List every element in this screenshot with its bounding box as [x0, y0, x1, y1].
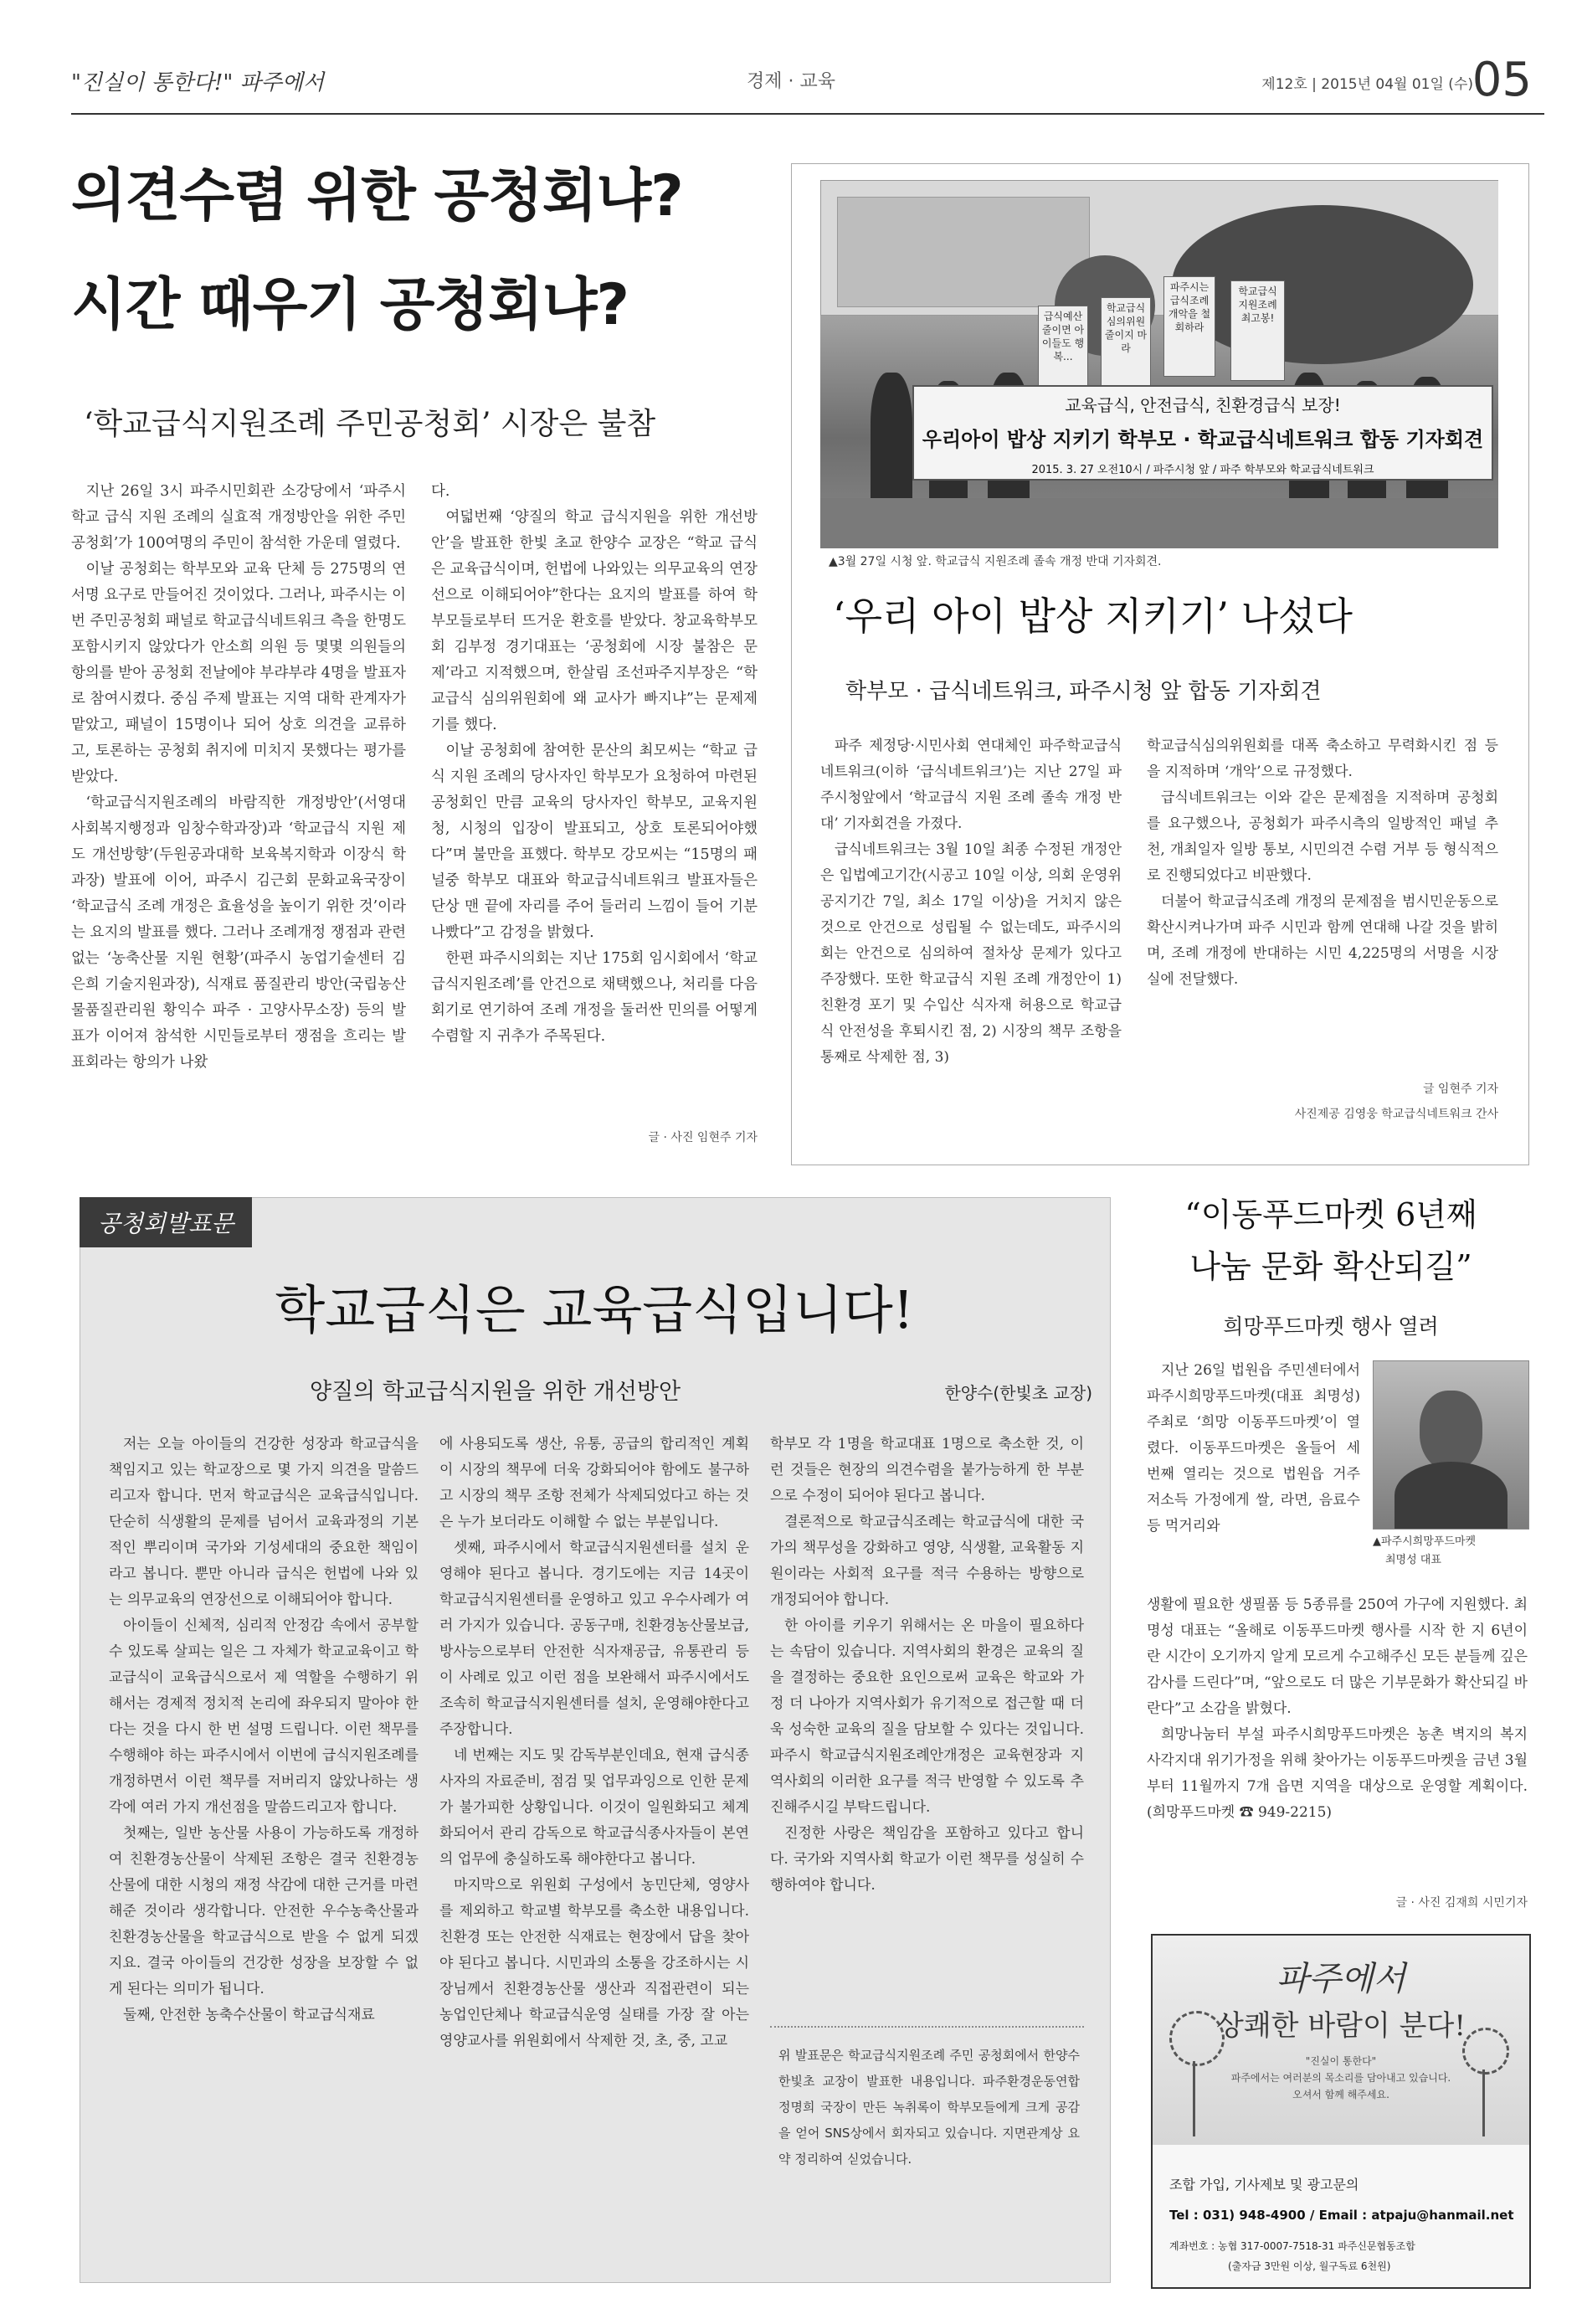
banner-main-text: 우리아이 밥상 지키기 학부모 · 학교급식네트워크 합동 기자회견: [922, 428, 1484, 451]
protest-sign: 학교급식 심의위원 줄이지 마라: [1101, 297, 1151, 389]
speech-tag: 공청회발표문: [80, 1197, 252, 1247]
ad-account-note: (출자금 3만원 이상, 월구독료 6천원): [1228, 2260, 1391, 2272]
paragraph: ‘학교급식지원조례의 바람직한 개정방안’(서영대 사회복지행정과 임창수학과장)과 ‘학교급식 지원 제도 개선방향’(두원공과대학 보육복지학과 이장식 학과장) 발표에 이어, 파주시 김근회 문화교육국장이 ‘학교급식 조례 개정은 효율성을 높이기 위한 것’이라는 요지의 발표를 했다. 그러나 조례개정 쟁점과 관련없는 ‘농축산물 지원 현황’(파주시 농업기술센터 김은희 기술지원과장), 식재료 품질관리 방안(국립농산물품질관리원 황익수 파주 · 고양사무소장) 등의 발표가 이어져 참석한 시민들로부터 쟁점을 흐리는 발표회라는 항의가 나왔: [71, 794, 406, 1071]
article1-credit: 글 · 사진 임현주 기자: [648, 1131, 758, 1144]
paragraph: 결론적으로 학교급식조례는 학교급식에 대한 국가의 책무성을 강화하고 영양, 식생활, 교육활동 지원이라는 사회적 요구를 적극 수용하는 방향으로 개정되어야 합니다.: [770, 1514, 1084, 1608]
article2-headline: ‘우리 아이 밥상 지키기’ 나섰다: [833, 594, 1353, 639]
ad-logo: 파주에서: [1276, 1960, 1406, 1998]
paragraph: 네 번째는 지도 및 감독부분인데요, 현재 급식종사자의 자료준비, 점검 및 업무과잉으로 인한 문제가 불가피한 상황입니다. 이것이 일원화되고 체계화되어서 관리 감독으로 학교급식종사자들이 본연의 업무에 충실하도록 해야한다고 봅니다.: [439, 1747, 749, 1868]
paragraph: 저는 오늘 아이들의 건강한 성장과 학교급식을 책임지고 있는 학교장으로 몇 가지 의견을 말씀드리고자 합니다. 먼저 학교급식은 교육급식입니다. 단순히 식생활의 문제를 넘어서 교육과정의 기본적인 뿌리이며 국가와 기성세대의 중요한 책임이라고 봅니다. 뿐만 아니라 급식은 헌법에 나와 있는 의무교육의 연장선으로 이해되어야 합니다.: [109, 1436, 419, 1608]
article4-headline-2: 나눔 문화 확산되길”: [1189, 1248, 1472, 1285]
press-conference-photo: [820, 180, 1498, 548]
portrait-photo: [1373, 1360, 1529, 1530]
masthead: "진실이 통한다!" 파주에서: [71, 70, 325, 95]
paragraph: 급식네트워크는 3월 10일 최종 수정된 개정안은 입법예고기간(시공고 10일 이상, 의회 운영위 공지기간 7일, 최소 17일 이상)을 거치지 않은 것으로 안건으로 성립될 수 없는데도, 파주시의회는 안건으로 심의하여 절차상 문제가 있다고 주장했다. 또한 학교급식 지원 조례 개정안이 1) 친환경 포기 및 수입산 식자재 허용으로 학교급식 안전성을 후퇴시킨 점, 2) 시장의 책무 조항을 통째로 삭제한 점, 3): [820, 841, 1122, 1066]
page-number: 05: [1472, 53, 1532, 107]
paragraph: 학교급식심의위원회를 대폭 축소하고 무력화시킨 점 등을 지적하며 ‘개악’으로 규정했다.: [1147, 738, 1498, 780]
article2-col1: [820, 733, 1122, 1071]
paragraph: 한편 파주시의회는 지난 175회 임시회에서 ‘학교급식지원조례’를 안건으로 채택했으나, 처리를 다음 회기로 연기하여 조례 개정을 둘러싼 민의를 어떻게 수렴할 지 귀추가 주목된다.: [431, 950, 758, 1045]
paragraph: 희망나눔터 부설 파주시희망푸드마켓은 농촌 벽지의 복지 사각지대 위기가정을 위해 찾아가는 이동푸드마켓을 금년 3월부터 11월까지 7개 읍면 지역을 대상으로 운영할 계획이다.(희망푸드마켓 ☎ 949-2215): [1147, 1726, 1528, 1821]
protest-sign: 파주시는 급식조례 개악을 철회하라: [1163, 276, 1215, 377]
article2-credit-writer: 글 임현주 기자: [1422, 1082, 1498, 1096]
ad-small-text: [1228, 2053, 1454, 2103]
paragraph: 지난 26일 법원읍 주민센터에서 파주시희망푸드마켓(대표 최명성) 주최로 ‘희망 이동푸드마켓’이 열렸다. 이동푸드마켓은 올들어 세 번째 열리는 것으로 법원읍 거주 저소득 가정에게 쌀, 라면, 음료수 등 먹거리와: [1147, 1362, 1360, 1535]
article4-body: [1147, 1592, 1528, 1826]
speech-note: 위 발표문은 학교급식지원조례 주민 공청회에서 한양수 한빛초 교장이 발표한 내용입니다. 파주환경운동연합 정명희 국장이 만든 녹취록이 학부모들에게 크게 공감을 얻어 SNS상에서 회자되고 있습니다. 지면관계상 요약 정리하여 싣었습니다.: [778, 2048, 1080, 2167]
article2-credit-photo: 사진제공 김영웅 학교급식네트워크 간사: [1294, 1108, 1498, 1121]
speech-col1: [109, 1432, 419, 2028]
article1-headline-2: 시간 때우기 공청회냐?: [71, 272, 629, 338]
issue-info: 제12호 | 2015년 04월 01일 (수): [1261, 76, 1473, 93]
paragraph: 진정한 사랑은 책임감을 포함하고 있다고 합니다. 국가와 지역사회 학교가 이런 책무를 성실히 수행하여야 합니다.: [770, 1825, 1084, 1894]
article4-subhead: 희망푸드마켓 행사 열려: [1223, 1314, 1439, 1339]
article4-body-top: [1147, 1358, 1360, 1540]
paragraph: 이날 공청회에 참여한 문산의 최모씨는 “학교 급식 지원 조례의 당사자인 학부모가 요청하여 마련된 공청회인 만큼 교육의 당사자인 학부모, 교육지원청, 시청의 입장이 발표되고, 상호 토론되어야했다”며 불만을 표했다. 학부모 강모씨는 “15명의 패널중 학부모 대표와 학교급식네트워크 발표자들은 단상 맨 끝에 자리를 주어 들러리 느낌이 들어 기분 나빴다”고 감정을 밝혔다.: [431, 743, 758, 941]
paragraph: 다.: [431, 483, 450, 500]
protest-sign: 급식예산 줄이면 아이들도 행복...: [1038, 306, 1088, 389]
photo-caption: ▲3월 27일 시청 앞. 학교급식 지원조례 졸속 개정 반대 기자회견.: [829, 555, 1162, 568]
speech-col2: [439, 1432, 749, 2054]
speech-author: 한양수(한빛초 교장): [944, 1383, 1092, 1403]
paragraph: 에 사용되도록 생산, 유통, 공급의 합리적인 계획이 시장의 책무에 더욱 강화되어야 함에도 불구하고 시장의 책무 조항 전체가 삭제되었다고 하는 것은 누가 보더라도 이해할 수 없는 부분입니다.: [439, 1436, 749, 1530]
speech-col3: [770, 1432, 1084, 1899]
article1-col2: [431, 479, 758, 1050]
article1-subhead: ‘학교급식지원조례 주민공청회’ 시장은 불참: [84, 407, 656, 441]
protest-banner: [912, 385, 1493, 481]
banner-date-text: 2015. 3. 27 오전10시 / 파주시청 앞 / 파주 학부모와 학교급식네트워크: [1031, 464, 1374, 476]
protest-sign: 학교급식 지원조례 최고봉!: [1230, 280, 1285, 381]
ad-small-3: 오셔서 함께 해주세요.: [1292, 2089, 1389, 2100]
paragraph: 둘째, 안전한 농축수산물이 학교급식재료: [123, 2007, 375, 2023]
paragraph: 여덟번째 ‘양질의 학교 급식지원을 위한 개선방안’을 발표한 한빛 초교 한양수 교장은 “학교 급식은 교육급식이며, 헌법에 나와있는 의무교육의 연장선으로 이해되어야”한다는 요지의 발표를 하여 학부모들로부터 뜨거운 환호를 받았다. 창교육학부모회 김부정 경기대표는 ‘공청회에 시장 불참은 문제’라고 지적했으며, 한살림 조선파주지부장은 “학교급식 심의위원회에 왜 교사가 빠지냐”는 문제제기를 했다.: [431, 509, 758, 733]
article2-col2: [1147, 733, 1498, 993]
ad-contact-title: 조합 가입, 기사제보 및 광고문의: [1169, 2177, 1359, 2193]
ad-account: 계좌번호 : 농협 317-0007-7518-31 파주신문협동조합: [1169, 2240, 1415, 2252]
paragraph: 한 아이를 키우기 위해서는 온 마을이 필요하다는 속담이 있습니다. 지역사회의 환경은 교육의 질을 결정하는 중요한 요인으로써 교육은 학교와 가정 더 나아가 지역사회가 유기적으로 접근할 때 더욱 성숙한 교육의 질을 담보할 수 있다는 것입니다. 파주시 학교급식지원조례안개정은 교육현장과 지역사회의 이러한 요구를 적극 반영할 수 있도록 추진해주시길 부탁드립니다.: [770, 1617, 1084, 1816]
ad-slogan: 상쾌한 바람이 분다!: [1215, 2009, 1466, 2043]
paragraph: 급식네트워크는 이와 같은 문제점을 지적하며 공청회를 요구했으나, 공청회가 파주시측의 일방적인 패널 추천, 개최일자 일방 통보, 시민의견 수렴 거부 등 형식적으로 진행되었다고 비판했다.: [1147, 789, 1498, 884]
section-label: 경제 · 교육: [747, 71, 835, 92]
paragraph: 첫째는, 일반 농산물 사용이 가능하도록 개정하여 친환경농산물이 삭제된 조항은 결국 친환경농산물에 대한 시청의 재정 삭감에 대한 근거를 마련해준 것이라 생각합니다. 안전한 우수농축산물과 친환경농산물을 학교급식으로 받을 수 없게 되겠지요. 결국 아이들의 건강한 성장을 보장할 수 없게 된다는 의미가 됩니다.: [109, 1825, 419, 1998]
header-rule: [71, 113, 1544, 115]
ad-small-2: 파주에서는 여러분의 목소리를 담아내고 있습니다.: [1230, 2072, 1451, 2084]
speech-headline: 학교급식은 교육급식입니다!: [275, 1279, 914, 1340]
paragraph: 학부모 각 1명을 학교대표 1명으로 축소한 것, 이런 것들은 현장의 의견수렴을 붙가능하게 한 부분으로 수정이 되어야 된다고 봅니다.: [770, 1436, 1084, 1504]
article1-col1: [71, 479, 406, 1076]
ad-contact: Tel : 031) 948-4900 / Email : atpaju@hanmail.net: [1169, 2208, 1514, 2223]
paragraph: 생활에 필요한 생필품 등 5종류를 250여 가구에 지원했다. 최명성 대표는 “올해로 이동푸드마켓 행사를 시작 한 지 6년이란 시간이 오기까지 알게 모르게 수고해주신 모든 분들께 깊은 감사를 드린다”며, “앞으로도 더 많은 기부문화가 확산되길 바란다”고 소감을 밝혔다.: [1147, 1596, 1528, 1717]
speech-subhead: 양질의 학교급식지원을 위한 개선방안: [310, 1379, 681, 1405]
paragraph: 이날 공청회는 학부모와 교육 단체 등 275명의 연서명 요구로 만들어진 것이었다. 그러나, 파주시는 이번 주민공청회 패널로 학교급식네트워크 측을 한명도 포함시키지 않았다가 안소희 의원 등 몇몇 의원들의 항의를 받아 공청회 전날에야 부랴부랴 4명을 발표자로 참여시켰다. 중심 주제 발표는 지역 대학 관계자가 맡았고, 패널이 15명이나 되어 상호 의견을 교류하고, 토론하는 공청회 취지에 미치지 못했다는 평가를 받았다.: [71, 561, 406, 785]
ad-small-1: "진실이 통한다": [1305, 2055, 1377, 2067]
banner-small-text: 교육급식, 안전급식, 친환경급식 보장!: [1065, 395, 1341, 415]
article4-credit: 글 · 사진 김재희 시민기자: [1395, 1896, 1528, 1910]
portrait-caption-1: ▲파주시희망푸드마켓: [1373, 1535, 1477, 1548]
membership-ad: [1151, 1934, 1531, 2289]
paragraph: 파주 제정당·시민사회 연대체인 파주학교급식네트워크(이하 ‘급식네트워크’)는 지난 27일 파주시청앞에서 ‘학교급식 지원 조례 졸속 개정 반대’ 기자회견을 가졌다.: [820, 738, 1122, 832]
paragraph: 더불어 학교급식조례 개정의 문제점을 범시민운동으로 확산시켜나가며 파주 시민과 함께 연대해 나갈 것을 밝히며, 조례 개정에 반대하는 시민 4,225명의 서명을 시장실에 전달했다.: [1147, 893, 1498, 988]
portrait-caption-2: 최명성 대표: [1385, 1554, 1441, 1566]
paragraph: 지난 26일 3시 파주시민회관 소강당에서 ‘파주시 학교 급식 지원 조례의 실효적 개정방안을 위한 주민공청회’가 100여명의 주민이 참석한 가운데 열렸다.: [71, 483, 406, 552]
paragraph: 셋째, 파주시에서 학교급식지원센터를 설치 운영해야 된다고 봅니다. 경기도에는 지금 14곳이 학교급식지원센터를 운영하고 있고 우수사례가 여러 가지가 있습니다. 공동구매, 친환경농산물보급, 방사능으로부터 안전한 식자재공급, 유통관리 등이 사례로 있고 이런 점을 보완해서 파주시에서도 조속히 학교급식지원센터를 설치, 운영해야한다고 주장합니다.: [439, 1540, 749, 1738]
note-divider: [770, 2026, 1084, 2028]
article1-headline-1: 의견수렴 위한 공청회냐?: [71, 163, 683, 229]
paragraph: 아이들이 신체적, 심리적 안정감 속에서 공부할 수 있도록 살피는 일은 그 자체가 학교교육이고 학교급식이 교육급식으로서 제 역할을 수행하기 위해서는 경제적 정치적 논리에 좌우되지 말아야 한다는 것을 다시 한 번 설명 드립니다. 이런 책무를 수행해야 하는 파주시에서 이번에 급식지원조례를 개정하면서 이런 책무를 저버리지 않았나하는 생각에 여러 가지 개선점을 말씀드리고자 합니다.: [109, 1617, 419, 1816]
paragraph: 마지막으로 위원회 구성에서 농민단체, 영양사를 제외하고 학교별 학부모를 축소한 내용입니다. 친환경 또는 안전한 식재료는 현장에서 답을 찾아야 된다고 봅니다. 시민과의 소통을 강조하시는 시장님께서 친환경농산물 생산과 직접관련이 되는 농업인단체나 학교급식운영 실태를 가장 잘 아는 영양교사를 위원회에서 삭제한 것, 초, 중, 고교: [439, 1877, 749, 2049]
article4-headline-1: “이동푸드마켓 6년째: [1184, 1196, 1477, 1233]
article2-subhead: 학부모 · 급식네트워크, 파주시청 앞 합동 기자회견: [845, 679, 1322, 704]
